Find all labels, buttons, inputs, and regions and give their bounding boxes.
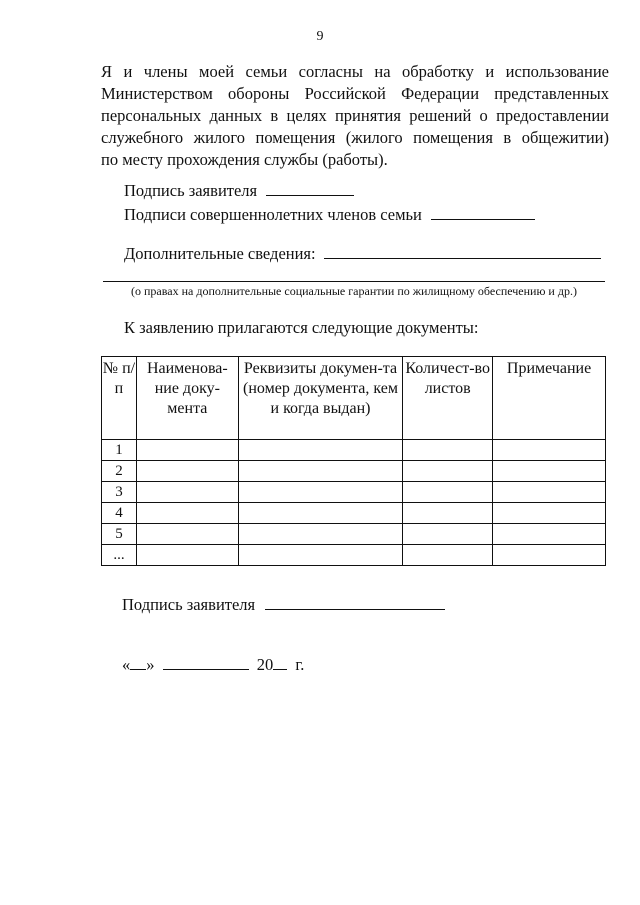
attachments-heading: К заявлению прилагаются следующие документы:: [124, 318, 479, 337]
additional-info-hint: (о правах на дополнительные социальные гарантии по жилищному обеспечению и др.): [131, 284, 577, 298]
additional-info-continuation-line[interactable]: [103, 281, 605, 282]
table-cell[interactable]: [493, 482, 606, 503]
table-cell[interactable]: [136, 545, 238, 566]
table-cell[interactable]: [493, 545, 606, 566]
consent-line: персональных данных в целях принятия решений о предоставлении: [101, 106, 609, 125]
table-cell[interactable]: [403, 545, 493, 566]
table-row: [102, 503, 606, 524]
table-cell[interactable]: [403, 524, 493, 545]
date-year-prefix: 20: [256, 655, 274, 674]
table-cell[interactable]: [493, 461, 606, 482]
date-close-quote: »: [146, 655, 155, 674]
table-cell[interactable]: [136, 524, 238, 545]
column-header-details: Реквизиты докумен-та (номер документа, кем и когда выдан): [238, 357, 402, 440]
date-day-field[interactable]: [130, 655, 146, 670]
table-row: [102, 524, 606, 545]
row-number: ...: [102, 545, 137, 566]
column-header-note: Примечание: [493, 357, 606, 440]
column-header-sheets: Количест-во листов: [403, 357, 493, 440]
table-row: [102, 461, 606, 482]
table-cell[interactable]: [238, 545, 402, 566]
table-cell[interactable]: [238, 503, 402, 524]
footer-signature-field[interactable]: [265, 595, 445, 610]
column-header-name: Наименова-ние доку-мента: [136, 357, 238, 440]
table-row: [102, 482, 606, 503]
table-cell[interactable]: [136, 482, 238, 503]
additional-info-label: Дополнительные сведения:: [124, 244, 316, 263]
date-open-quote: «: [122, 655, 131, 674]
table-cell[interactable]: [403, 482, 493, 503]
date-month-field[interactable]: [163, 655, 249, 670]
table-row: [102, 440, 606, 461]
additional-info-field[interactable]: [324, 244, 601, 259]
table-cell[interactable]: [238, 440, 402, 461]
page-number: 9: [316, 29, 324, 44]
consent-line: Министерством обороны Российской Федерации представленных: [101, 84, 609, 103]
row-number: 2: [102, 461, 137, 482]
table-cell[interactable]: [493, 503, 606, 524]
consent-paragraph: [101, 61, 609, 171]
date-row: [122, 655, 304, 675]
table-cell[interactable]: [403, 461, 493, 482]
consent-line: Я и члены моей семьи согласны на обработку и использование: [101, 62, 609, 81]
date-year-field[interactable]: [273, 655, 287, 670]
table-cell[interactable]: [136, 461, 238, 482]
table-cell[interactable]: [493, 440, 606, 461]
row-number: 4: [102, 503, 137, 524]
table-cell[interactable]: [403, 440, 493, 461]
family-signature-row: [124, 205, 535, 225]
applicant-signature-label: Подпись заявителя: [124, 181, 258, 200]
table-cell[interactable]: [403, 503, 493, 524]
table-cell[interactable]: [238, 524, 402, 545]
consent-line: служебного жилого помещения (жилого помещения в общежитии): [101, 128, 609, 147]
table-cell[interactable]: [136, 503, 238, 524]
row-number: 5: [102, 524, 137, 545]
consent-line: по месту прохождения службы (работы).: [101, 150, 388, 169]
attachments-table: [101, 356, 606, 566]
applicant-signature-field[interactable]: [266, 181, 354, 196]
date-year-suffix: г.: [295, 655, 305, 674]
row-number: 1: [102, 440, 137, 461]
additional-info-row: [124, 244, 601, 264]
table-cell[interactable]: [238, 461, 402, 482]
applicant-signature-row: [124, 181, 354, 201]
family-signature-field[interactable]: [431, 205, 535, 220]
family-signature-label: Подписи совершеннолетних членов семьи: [124, 205, 422, 224]
row-number: 3: [102, 482, 137, 503]
footer-signature-row: [122, 595, 445, 615]
table-row: [102, 545, 606, 566]
table-header-row: [102, 357, 606, 440]
footer-signature-label: Подпись заявителя: [122, 595, 256, 614]
column-header-number: № п/п: [102, 357, 137, 440]
table-cell[interactable]: [238, 482, 402, 503]
table-cell[interactable]: [493, 524, 606, 545]
table-cell[interactable]: [136, 440, 238, 461]
